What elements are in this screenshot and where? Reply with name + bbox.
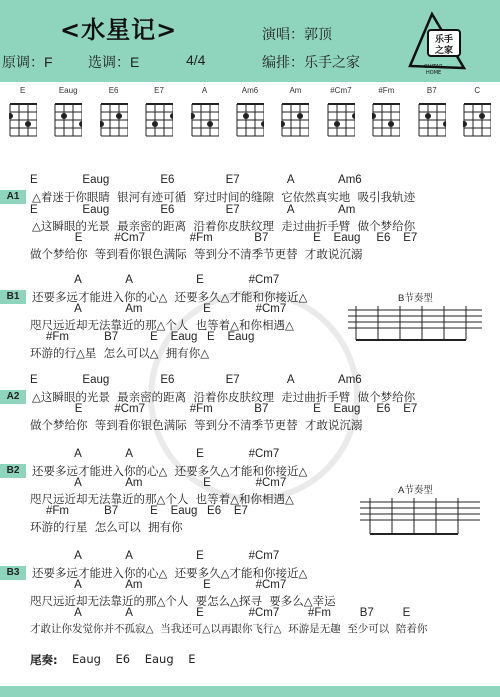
song-title: <水星记> <box>60 16 178 44</box>
footer-band <box>0 686 500 697</box>
lyric-line: 还要多远才能进入你的心△ 还要多久△才能和你接近△ <box>32 566 308 580</box>
lyric-line: 做个梦给你 等到看你银色满际 等到分不清季节更替 才敢说沉溺 <box>30 418 363 432</box>
svg-text:GUITAR: GUITAR <box>424 64 443 70</box>
guitar-home-logo-icon <box>404 8 470 76</box>
chord-name: E7 <box>154 86 164 95</box>
lyric-line: 还要多远才能进入你的心△ 还要多久△才能和你接近△ <box>32 464 308 478</box>
rhythm-pattern-a-label: A节奏型 <box>398 485 433 496</box>
chord-name: #Fm <box>378 86 395 95</box>
chord-line: #Fm B7 E Eaug E6 E7 <box>30 505 248 517</box>
fretboard-icon <box>100 102 128 138</box>
chord-line: E Eaug E6 E7 A Am6 <box>30 374 362 386</box>
chord-line: A Am E #Cm7 <box>30 579 287 591</box>
fretboard-icon <box>145 102 173 138</box>
lyric-line: △着迷于你眼睛 银河有迹可循 穿过时间的缝隙 它依然真实地 吸引我轨迹 <box>32 190 416 204</box>
chord-name: C <box>474 86 481 95</box>
header-banner <box>0 0 500 82</box>
lyric-line: 做个梦给你 等到看你银色满际 等到分不清季节更替 才敢说沉溺 <box>30 247 363 261</box>
singer-credit: 演唱：郭顶 <box>262 26 332 42</box>
svg-text:之家: 之家 <box>434 46 454 56</box>
chord-diagram <box>319 86 363 156</box>
lyric-line: 还要多远才能进入你的心△ 还要多久△才能和你接近△ <box>32 290 308 304</box>
chord-diagram <box>1 86 45 156</box>
chord-line: #Fm B7 E Eaug E Eaug <box>30 331 255 343</box>
original-key: 原调：F <box>2 54 53 70</box>
time-signature: 4/4 <box>186 52 206 68</box>
chord-diagram <box>92 86 136 156</box>
chord-name: Am <box>289 86 302 95</box>
chord-diagram <box>364 86 408 156</box>
arranger-credit: 编排：乐手之家 <box>262 54 360 70</box>
rhythm-pattern-b-label: B节奏型 <box>398 293 433 304</box>
fretboard-icon <box>327 102 355 138</box>
chord-name: B7 <box>426 86 437 95</box>
chord-name: A <box>201 86 208 95</box>
chord-diagram <box>455 86 499 156</box>
section-marker-b2: B2 <box>0 464 26 478</box>
rhythm-pattern-a-icon <box>360 496 480 540</box>
chord-diagrams <box>0 86 500 156</box>
chord-line: A Am E #Cm7 <box>30 303 287 315</box>
section-marker-a2: A2 <box>0 390 26 404</box>
chord-line: E #Cm7 #Fm B7 E Eaug E6 E7 <box>30 232 418 244</box>
svg-text:乐手: 乐手 <box>434 35 454 45</box>
chord-diagram <box>410 86 454 156</box>
section-marker-a1: A1 <box>0 190 26 204</box>
chord-name: Am6 <box>241 86 259 95</box>
chord-diagram <box>183 86 227 156</box>
chord-name: #Cm7 <box>330 86 352 95</box>
lyric-line: △这瞬眼的光景 最亲密的距离 沿着你皮肤纹理 走过曲折手臂 做个梦给你 <box>32 390 416 404</box>
fretboard-icon <box>372 102 400 138</box>
lyric-line: 咫尺远近却无法靠近的那△个人 也等着△和你相遇△ <box>30 492 294 506</box>
chord-line: E Eaug E6 E7 A Am <box>30 204 356 216</box>
chord-name: E6 <box>108 86 119 95</box>
lyric-line: 咫尺远近却无法靠近的那△个人 要怎么△探寻 要多么△幸运 <box>30 594 336 608</box>
section-marker-b1: B1 <box>0 290 26 304</box>
outro-label: 尾奏: <box>30 653 58 667</box>
fretboard-icon <box>54 102 82 138</box>
fretboard-icon <box>191 102 219 138</box>
fretboard-icon <box>463 102 491 138</box>
fretboard-icon <box>9 102 37 138</box>
selected-key: 选调：E <box>88 54 140 70</box>
rhythm-pattern-b-icon <box>348 304 482 344</box>
section-marker-b3: B3 <box>0 566 26 580</box>
fretboard-icon <box>236 102 264 138</box>
lyric-line: 环游的行△星 怎么可以△ 拥有你△ <box>30 346 210 360</box>
fretboard-icon <box>281 102 309 138</box>
chord-line: A Am E #Cm7 <box>30 477 287 489</box>
chord-line: A A E #Cm7 #Fm B7 E <box>30 607 411 619</box>
chord-diagram <box>46 86 90 156</box>
lyric-line: 咫尺远近却无法靠近的那△个人 也等着△和你相遇△ <box>30 318 294 332</box>
lyric-line: 才敢让你发觉你并不孤寂△ 当我还可△以再跟你飞行△ 环游是无趣 至少可以 陪着你 <box>30 623 428 635</box>
chord-diagram <box>273 86 317 156</box>
chord-diagram <box>137 86 181 156</box>
chord-line: A A E #Cm7 <box>30 274 280 286</box>
lyric-line: △这瞬眼的光景 最亲密的距离 沿着你皮肤纹理 走过曲折手臂 做个梦给你 <box>32 219 416 233</box>
chord-line: E #Cm7 #Fm B7 E Eaug E6 E7 <box>30 403 418 415</box>
chord-name: Eaug <box>58 86 78 95</box>
chord-line: E Eaug E6 E7 A Am6 <box>30 174 362 186</box>
chord-diagram <box>228 86 272 156</box>
chord-line: A A E #Cm7 <box>30 448 280 460</box>
chord-name: E <box>20 86 26 95</box>
chord-line: A A E #Cm7 <box>30 550 280 562</box>
svg-text:HOME: HOME <box>426 70 442 76</box>
fretboard-icon <box>418 102 446 138</box>
outro-chords: Eaug E6 Eaug E <box>72 652 196 666</box>
lyric-line: 环游的行星 怎么可以 拥有你 <box>30 520 183 534</box>
